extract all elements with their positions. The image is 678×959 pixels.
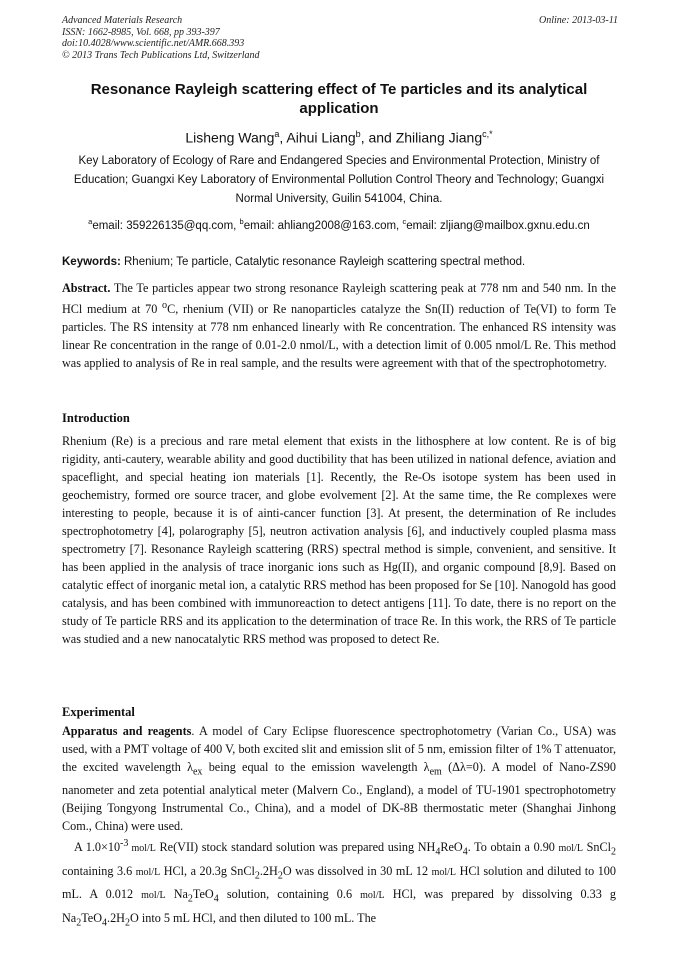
affiliation: Key Laboratory of Ecology of Rare and Endangered Species and Environmental Protection, Ministry of Education; Guangxi Key Laboratory of Environmental Pollution Control Theory and Technology; Guangxi Normal University, Guilin 541004, China. [73, 155, 605, 205]
abstract-text: The Te particles appear two strong resonance Rayleigh scattering peak at 778 nm and 540 nm. In the HCl medium at 70 [62, 281, 616, 317]
text: SnCl [582, 840, 611, 855]
subscript: 2 [254, 870, 260, 882]
unit: mol/L [558, 843, 583, 855]
subsection-heading: Apparatus and reagents [62, 724, 192, 738]
journal-meta [62, 15, 618, 61]
journal-name: Advanced Materials Research [62, 15, 183, 26]
text: being equal to the emission wavelength λ [202, 760, 430, 774]
email-link[interactable]: email: ahliang2008@163.com, [243, 219, 403, 232]
author-affil-mark: c,* [482, 129, 493, 139]
abstract-text: C, rhenium (VII) or Re nanoparticles catalyze the Sn(II) reduction of Te(VI) to form Te particles. The RS intensity at 778 nm enhanced linearly with Re concentration. The enhanced RS intensity was linear Re concentration in the range of 0.01-2.0 nmol/L, with a detection limit of 0.005 nmol/L Re. This method was applied to analysis of Re in real sample, and the results were agreement with that of the spectrophotometry. [62, 302, 616, 371]
subscript: ex [192, 766, 203, 778]
unit: mol/L [360, 890, 385, 902]
section-heading-introduction: Introduction [62, 411, 130, 425]
email-mark: c [402, 217, 407, 226]
subscript: 4 [435, 846, 441, 858]
text: (Δλ=0). A model of Nano-ZS90 nanometer and zeta potential analytical meter (Malvern Co., England), a model of TU-1901 spectrophotometry (Beijing Tongyong Instrumental Co., China), and a model of DK-8B thermostatic meter (Shanghai Jinhong Com., China) were used. [62, 760, 616, 834]
text: containing 3.6 [62, 863, 136, 878]
journal-issn: ISSN: 1662-8985, Vol. 668, pp 393-397 [62, 26, 220, 38]
text: HCl solution and diluted to 100 mL. A 0.012 [62, 863, 616, 902]
subscript: em [429, 766, 442, 778]
text: .2H [107, 910, 125, 925]
text: ReO [440, 840, 463, 855]
text: O was dissolved in 30 mL 12 [282, 863, 432, 878]
paper-title: Resonance Rayleigh scattering effect of Te particles and its analytical application [90, 81, 588, 117]
text: HCl, a 20.3g SnCl [160, 863, 255, 878]
journal-doi: doi:10.4028/www.scientific.net/AMR.668.393 [62, 38, 245, 49]
text: A 1.0×10 [74, 840, 121, 855]
email-mark: a [88, 217, 93, 226]
author-name: Zhiliang Jiang [395, 129, 483, 146]
abstract-label: Abstract. [62, 281, 111, 295]
section-heading-experimental: Experimental [62, 705, 135, 719]
email-link[interactable]: email: 359226135@qq.com, [92, 219, 240, 232]
author-list [62, 125, 616, 147]
superscript: -3 [120, 838, 129, 850]
unit: mol/L [141, 890, 166, 902]
text: . To obtain a 0.90 [467, 840, 559, 855]
unit: mol/L [128, 843, 156, 855]
text: TeO [81, 910, 103, 925]
text: O into 5 mL HCl, and then diluted to 100 mL. The [129, 910, 377, 925]
author-separator: , [279, 129, 287, 146]
experimental-section [62, 722, 616, 932]
subscript: 2 [76, 917, 82, 929]
unit: mol/L [431, 866, 457, 878]
text: solution, containing 0.6 [218, 887, 361, 902]
author-emails [62, 214, 616, 234]
author-separator: , and [360, 129, 396, 146]
paragraph [62, 835, 616, 932]
text: . A model of Cary Eclipse fluorescence spectrophotometry (Varian Co., USA) was used, with a PMT voltage of 400 V, both excited slit and emission slit of 5 nm, emission filter of 1% T attenuator, the excited wavelength λ [62, 724, 616, 774]
subscript: 4 [213, 893, 219, 905]
abstract [62, 279, 616, 372]
keywords [62, 254, 616, 270]
paragraph [62, 722, 616, 835]
subscript: 2 [187, 893, 193, 905]
email-link[interactable]: email: zljiang@mailbox.gxnu.edu.cn [406, 219, 590, 232]
email-mark: b [239, 217, 244, 226]
keywords-label: Keywords: [62, 256, 121, 268]
text: HCl, was prepared by dissolving 0.33 g Na [62, 887, 616, 925]
text: TeO [192, 887, 214, 902]
journal-copyright: © 2013 Trans Tech Publications Ltd, Switzerland [62, 49, 260, 61]
subscript: 4 [462, 846, 468, 858]
author-name: Lisheng Wang [185, 129, 275, 146]
author-affil-mark: b [355, 129, 361, 139]
subscript: 2 [277, 870, 283, 882]
text: Re(VII) stock standard solution was prepared using NH [155, 840, 436, 855]
subscript: 4 [102, 917, 108, 929]
subscript: 2 [611, 846, 616, 858]
subscript: 2 [124, 917, 130, 929]
text: Na [165, 887, 188, 902]
keywords-text: Rhenium; Te particle, Catalytic resonance Rayleigh scattering spectral method. [120, 256, 526, 268]
author-affil-mark: a [274, 129, 280, 139]
online-date: Online: 2013-03-11 [539, 15, 618, 26]
author-name: Aihui Liang [286, 129, 356, 146]
unit: mol/L [135, 866, 161, 878]
text: .2H [259, 863, 278, 878]
degree-mark: o [162, 300, 168, 311]
introduction-text: Rhenium (Re) is a precious and rare metal element that exists in the lithosphere at low content. Re is of big rigidity, anti-cautery, wearable ability and good ductibility that has been utilized in national defence, aviation and spaceflight, and special heating ion materials [1]. Recently, the Re-Os isotope system has been used in geochemistry, formed ore source tracer, and globe evolvement [2]. At the same time, the Re complexes were interesting to people, because it is of ainti-cancer function [3]. At present, the determination of Re includes spectrophotometry [4], polarography [5], neutron activation analysis [6], and inductively coupled plasma mass spectrometry [7]. Resonance Rayleigh scattering (RRS) spectral method is simple, convenient, and sensitive. It has been applied in the analysis of trace inorganic ions such as Hg(II), and organic compound [8,9]. Based on catalytic effect of inorganic metal ion, a catalytic RRS method has been proposed for Se [10]. Nanogold has good catalysis, and has been combined with immunoreaction to detect antigens [11]. To date, there is no report on the study of Te particle RRS and its application to the determination of trace Re. In this work, the RRS of Te particle was studied and a new nanocatalytic RRS method was proposed to detect Re. [62, 434, 616, 646]
